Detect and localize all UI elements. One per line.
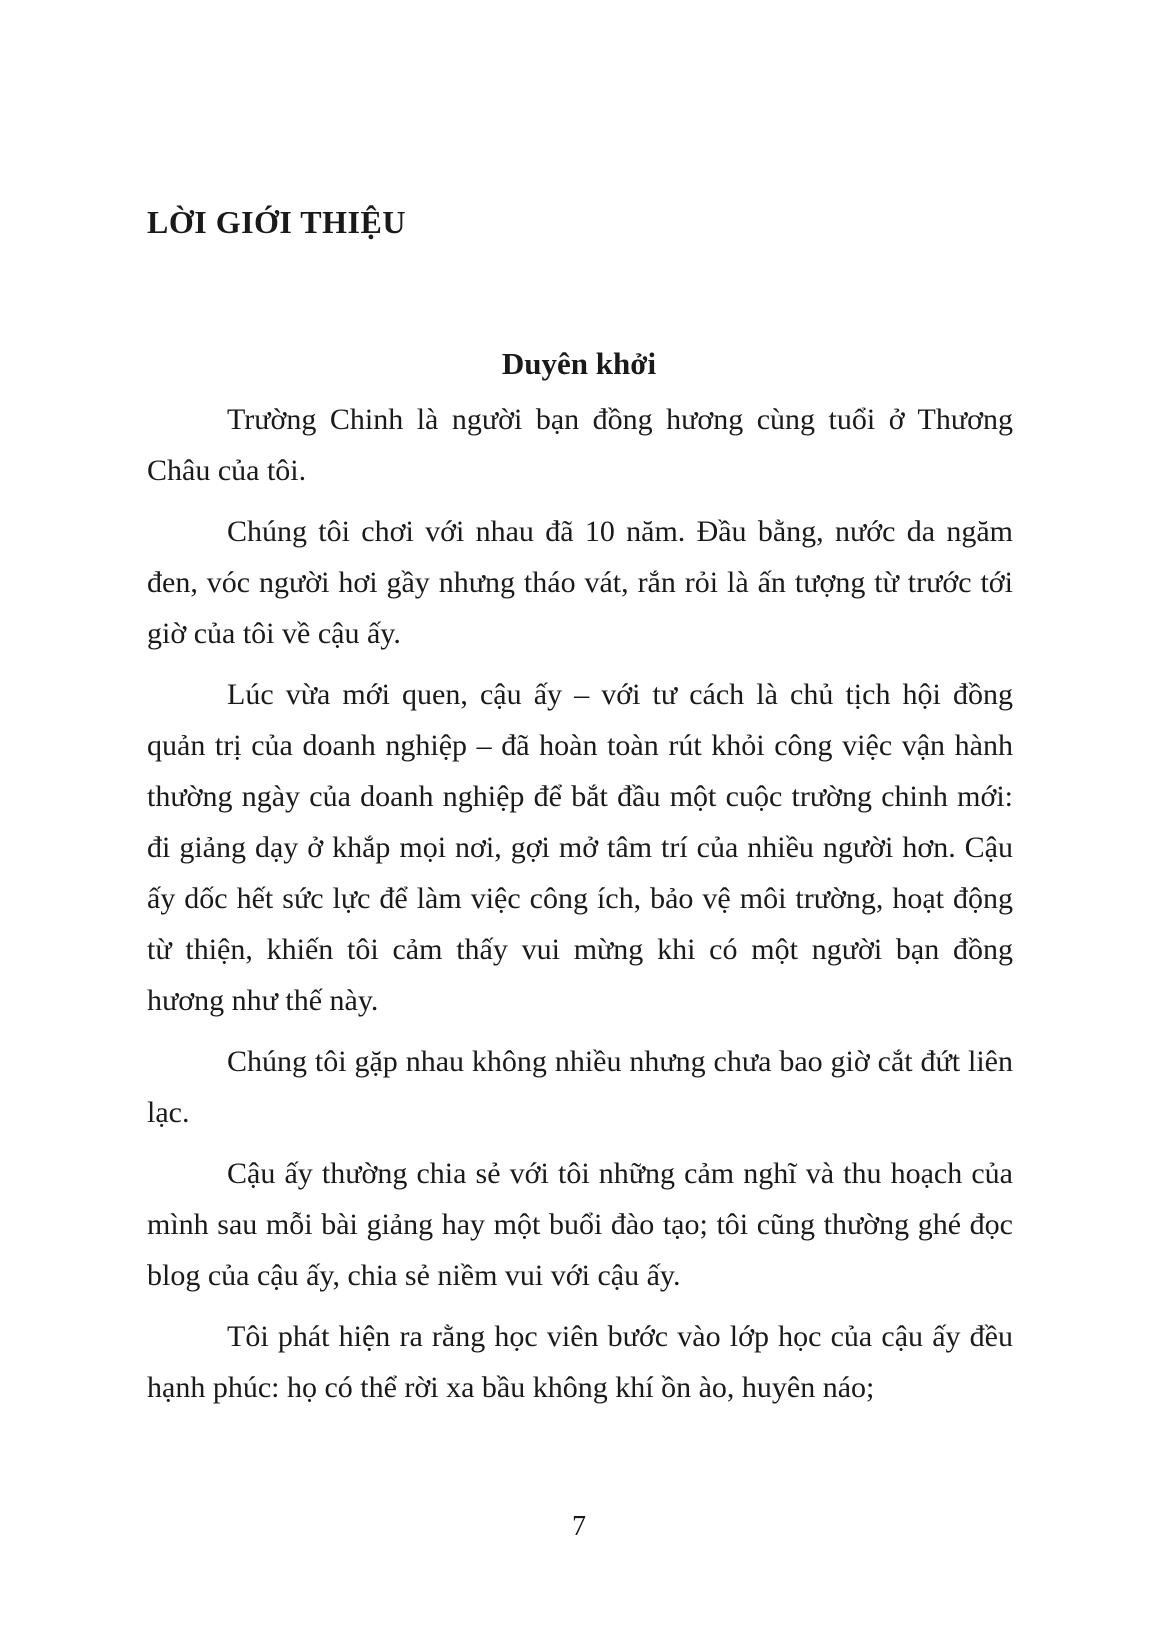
section-title: Duyên khởi xyxy=(501,346,657,381)
paragraph-4: Chúng tôi gặp nhau không nhiều nhưng chưa bao giờ cắt đứt liên lạc. xyxy=(147,1045,1013,1129)
paragraph-1: Trường Chinh là người bạn đồng hương cùng tuổi ở Thương Châu của tôi. xyxy=(147,403,1013,487)
paragraph-2: Chúng tôi chơi với nhau đã 10 năm. Đầu bằng, nước da ngăm đen, vóc người hơi gầy nhưng tháo vát, rắn rỏi là ấn tượng từ trước tới giờ của tôi về cậu ấy. xyxy=(147,515,1013,650)
paragraph-6: Tôi phát hiện ra rằng học viên bước vào lớp học của cậu ấy đều hạnh phúc: họ có thể rời xa bầu không khí ồn ào, huyên náo; xyxy=(147,1320,1013,1404)
page-number: 7 xyxy=(572,1511,586,1542)
chapter-title: LỜI GIỚI THIỆU xyxy=(147,204,406,240)
paragraph-5: Cậu ấy thường chia sẻ với tôi những cảm nghĩ và thu hoạch của mình sau mỗi bài giảng hay một buổi đào tạo; tôi cũng thường ghé đọc blog của cậu ấy, chia sẻ niềm vui với cậu ấy. xyxy=(147,1157,1013,1292)
paragraph-3: Lúc vừa mới quen, cậu ấy – với tư cách là chủ tịch hội đồng quản trị của doanh nghiệp – đã hoàn toàn rút khỏi công việc vận hành thường ngày của doanh nghiệp để bắt đầu một cuộc trường chinh mới: đi giảng dạy ở khắp mọi nơi, gợi mở tâm trí của nhiều người hơn. Cậu ấy dốc hết sức lực để làm việc công ích, bảo vệ môi trường, hoạt động từ thiện, khiến tôi cảm thấy vui mừng khi có một người bạn đồng hương như thế này. xyxy=(147,678,1013,1017)
body-text xyxy=(147,394,1013,1423)
